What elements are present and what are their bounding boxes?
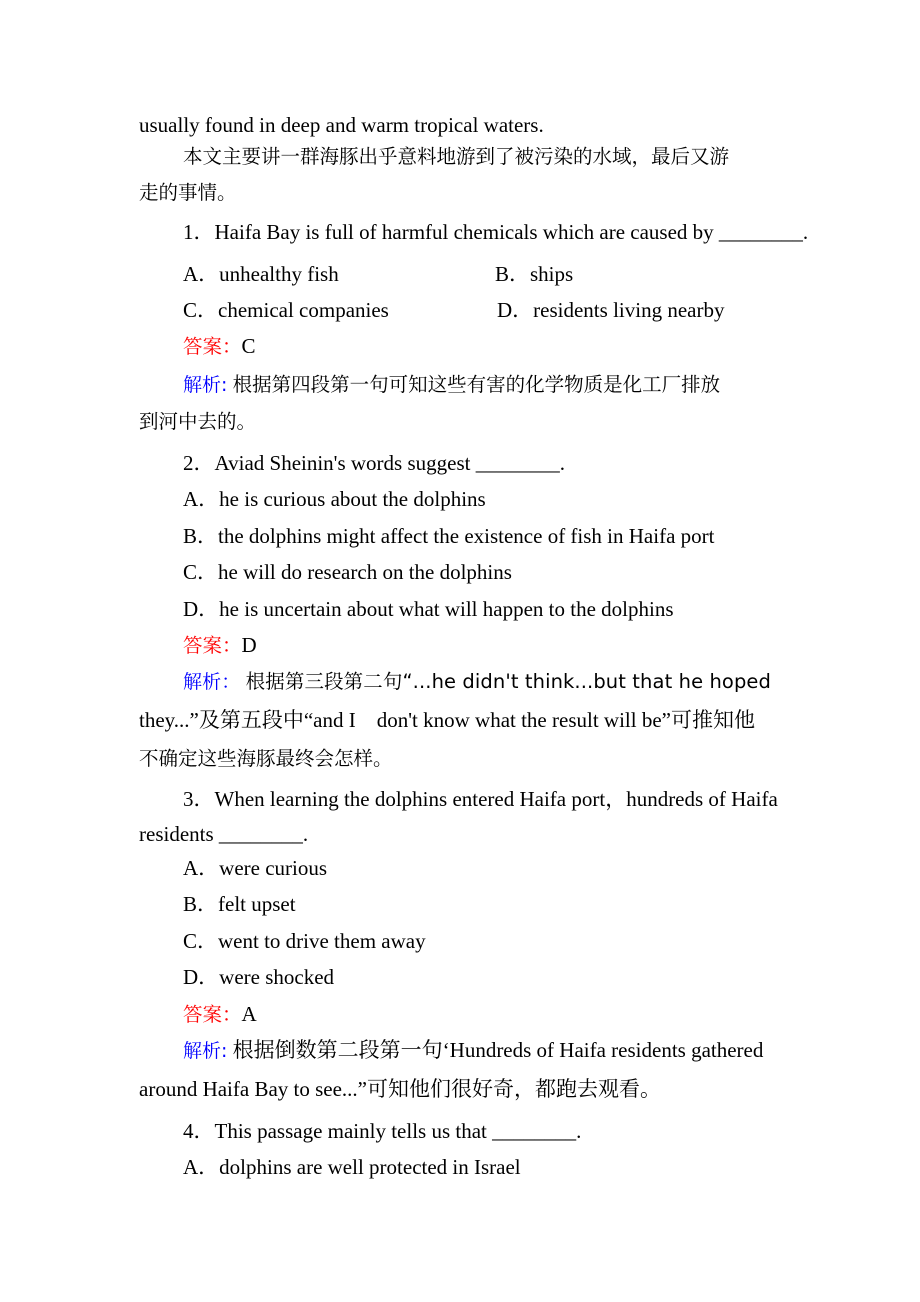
q4-option-a: A．dolphins are well protected in Israel [183, 1155, 521, 1179]
q2-option-d: D．he is uncertain about what will happen to the dolphins [183, 597, 674, 621]
explanation-text: 根据第三段第二句“...he didn't think...but that he hoped [245, 670, 772, 693]
answer-label: 答案： [183, 634, 242, 657]
q1-stem: 1．Haifa Bay is full of harmful chemicals which are caused by ________. [183, 220, 809, 244]
q1-explanation-line-2: 到河中去的。 [139, 410, 257, 433]
answer-value: C [241, 334, 256, 358]
q1-explanation-line-1 [183, 370, 720, 399]
q1-option-c: C．chemical companies [183, 298, 389, 322]
q3-stem-line-1: 3．When learning the dolphins entered Haifa port，hundreds of Haifa [183, 787, 778, 811]
q2-stem: 2．Aviad Sheinin's words suggest ________. [183, 451, 565, 475]
q3-explanation-line-1 [183, 1036, 763, 1065]
q3-option-b: B．felt upset [183, 892, 296, 916]
explanation-label: 解析: [183, 374, 228, 396]
q2-explanation-line-1 [183, 667, 771, 696]
q2-option-b: B．the dolphins might affect the existence of fish in Haifa port [183, 524, 715, 548]
q1-option-d: D．residents living nearby [497, 298, 725, 322]
q3-answer [183, 1000, 257, 1029]
answer-label: 答案： [183, 335, 242, 358]
explanation-label: 解析： [183, 671, 241, 693]
q3-option-c: C．went to drive them away [183, 929, 426, 953]
summary-line-1: 本文主要讲一群海豚出乎意料地游到了被污染的水域，最后又游 [183, 145, 730, 168]
explanation-text: 根据倒数第二段第一句‘Hundreds of Haifa residents gathered [232, 1038, 764, 1062]
summary-line-2: 走的事情。 [139, 181, 237, 204]
q1-answer [183, 332, 256, 361]
q2-option-c: C．he will do research on the dolphins [183, 560, 512, 584]
answer-value: D [241, 633, 257, 657]
q1-option-b: B．ships [495, 262, 574, 286]
q4-stem: 4．This passage mainly tells us that ________. [183, 1119, 582, 1143]
answer-label: 答案： [183, 1003, 242, 1026]
q2-answer [183, 631, 257, 660]
explanation-text: 根据第四段第一句可知这些有害的化学物质是化工厂排放 [232, 373, 721, 396]
q2-explanation-line-3: 不确定这些海豚最终会怎样。 [139, 747, 393, 770]
q3-option-a: A．were curious [183, 856, 328, 880]
q3-option-d: D．were shocked [183, 965, 335, 989]
answer-value: A [241, 1002, 257, 1026]
explanation-label: 解析: [183, 1040, 228, 1062]
q2-option-a: A．he is curious about the dolphins [183, 487, 486, 511]
q2-explanation-line-2: they...”及第五段中“and I don't know what the result will be”可推知他 [139, 708, 755, 732]
intro-line: usually found in deep and warm tropical waters. [139, 113, 544, 137]
q1-option-a: A．unhealthy fish [183, 262, 339, 286]
q3-stem-line-2: residents ________. [139, 822, 309, 846]
q3-explanation-line-2: around Haifa Bay to see...”可知他们很好奇，都跑去观看。 [139, 1077, 661, 1101]
